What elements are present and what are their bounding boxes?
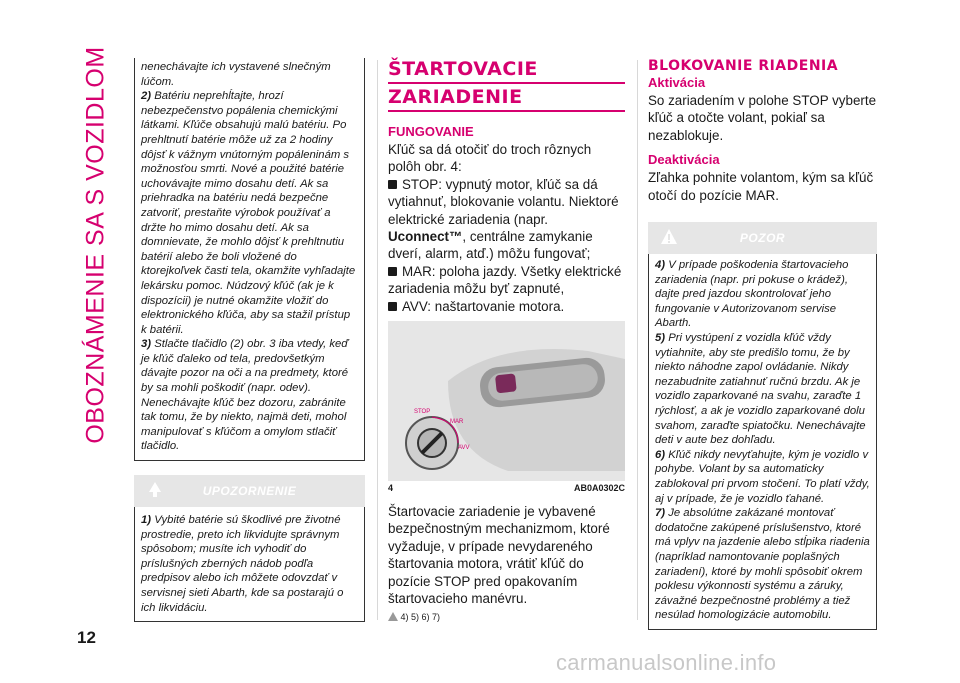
fig-label-stop: STOP: [414, 409, 431, 416]
paragraph-deaktivacia: Zľahka pohnite volantom, kým sa kľúč otočí do pozície MAR.: [648, 170, 874, 203]
pozor-label: POZOR: [739, 231, 786, 246]
pozor-box: [648, 254, 877, 630]
warning-references: 4) 5) 6) 7): [388, 612, 625, 622]
warning-item-3: 3) Stlačte tlačidlo (2) obr. 3 iba vtedy, keď je kľúč ďaleko od tela, predovšetkým dávajte pozor na oči a na predmety, ktoré by sa mohli poškodiť (napr. odev). Nenechávajte kľúč bez dozoru, zabránite tak tomu, že by niekto, najmä deti, mohol manipulovať s kľúčom a omylom stlačiť tlačidlo.: [141, 338, 349, 453]
fig-label-avv: AVV: [458, 445, 470, 452]
ignition-illustration: [388, 321, 625, 481]
paragraph-safety: Štartovacie zariadenie je vybavené bezpečnostným mechanizmom, ktoré vyžaduje, v prípade nevydareného štartovania motora, vrátiť kľúč do pozície STOP pred opakovaním štartovacieho manévru.: [388, 504, 610, 607]
warning-item-2: 2) Batériu neprehĺtajte, hrozí nebezpečenstvo popálenia chemickými látkami. Kľúče obsahujú malú batériu. Po prehltnutí batérie môže už za 2 hodiny dôjsť k vážnym vnútorným popáleninám s možnosťou smrti. Nové a použité batérie uchovávajte mimo dosahu detí. Ak sa priehradka na batériu nedá bezpečne zatvoriť, prestaňte výrobok používať a držte ho mimo dosahu detí. Ak sa domnievate, že mohlo dôjsť k prehltnutiu batérií alebo že boli vložené do ktorejkoľvek časti tela, okamžite vyhľadajte lekársku pomoc. Núdzový kľúč (ak je k dispozícii) je nutné okamžite vložiť do elektronického kľúča, aby sa stažil prístup k batérii.: [141, 90, 356, 336]
fig-label-mar: MAR: [450, 419, 464, 426]
column-divider: [377, 60, 378, 620]
warning-box-continued: [134, 58, 365, 461]
caution-item-5: 5) Pri vystúpení z vozidla kľúč vždy vytiahnite, aby ste predišlo tomu, že by niekto náhodne zapol ovládanie. Nikdy nezabudnite zatiahnuť ručnú brzdu. Ak je vozidlo zaparkované na svahu, zaraďte 1 rýchlosť, a ak je vozidlo zaparkované dolu svahom, zaraďte spiatočku. Nenechávajte deti v aute bez dohľadu.: [655, 332, 866, 447]
figure-number: 4: [388, 483, 394, 494]
watermark: carmanualsonline.info: [556, 650, 777, 675]
bullet-mar: MAR: poloha jazdy. Všetky elektrické zariadenia môžu byť zapnuté,: [388, 263, 622, 297]
page-number: 12: [77, 628, 96, 647]
upozornenie-header: [134, 475, 365, 507]
figure-code: AB0A0302C: [573, 483, 625, 494]
bullet-avv: AVV: naštartovanie motora.: [388, 298, 625, 315]
caution-item-7: 7) Je absolútne zakázané montovať dodatočne zakúpené príslušenstvo, ktoré má vplyv na jazdenie alebo stĺpika riadenia (napríklad namontovanie poplašných zariadení), ktoré by mohli spôsobiť okrem poklesu výkonnosti systému a záruky, závažné bezpečnostné problémy a tiež nesúlad homologizácie automobilu.: [655, 507, 870, 622]
figure-caption: [388, 483, 625, 493]
note-item-1: 1) Vybité batérie sú škodlivé pre životné prostredie, preto ich likvidujte správnym spôsobom; musíte ich vyhodiť do príslušných zberných nádob podľa predpisov alebo ich môžete odovzdať v servisnej sieti Abarth, kde sa postarajú o ich likvidáciu.: [141, 514, 344, 614]
pozor-header: [648, 222, 877, 254]
paragraph-aktivacia: So zariadením v polohe STOP vyberte kľúč a otočte volant, pokiaľ sa nezablokuje.: [648, 93, 877, 143]
warning-triangle-icon: [388, 612, 398, 621]
ignition-key-figure: [388, 321, 625, 481]
caution-item-6: 6) Kľúč nikdy nevyťahujte, kým je vozidlo v pohybe. Volant by sa automaticky zablokoval pri prvom stočení. To platí vždy, aj v prípade, že je vozidlo ťahané.: [655, 448, 870, 505]
column-right: [648, 58, 877, 630]
column-middle: [388, 58, 625, 622]
section-title-blokovanie: BLOKOVANIE RIADENIA: [648, 58, 839, 74]
bullet-icon: [388, 267, 397, 276]
bullet-stop: STOP: vypnutý motor, kľúč sa dá vytiahnuť, blokovanie volantu. Niektoré elektrické zariadenia (napr. Uconnect™, centrálne zamykanie dverí, alarm, atď.) môžu fungovať;: [388, 176, 619, 262]
subsection-fungovanie: FUNGOVANIE: [388, 124, 474, 139]
paragraph-intro: Kľúč sa dá otočiť do troch rôznych polôh obr. 4:: [388, 142, 592, 175]
section-title-startovacie: ŠTARTOVACIE ZARIADENIE: [388, 58, 625, 112]
warning-text: nenechávajte ich vystavené slnečným lúčom.: [141, 61, 331, 88]
upozornenie-box: [134, 507, 365, 622]
bullet-icon: [388, 180, 397, 189]
bullet-icon: [388, 302, 397, 311]
caution-item-4: 4) V prípade poškodenia štartovacieho zariadenia (napr. pri pokuse o krádež), dajte pred jazdou skontrolovať jeho fungovanie v Autorizovanom servise Abarth.: [655, 259, 849, 330]
chapter-side-title: OBOZNÁMENIE SA S VOZIDLOM: [81, 46, 110, 444]
subsection-deaktivacia: Deaktivácia: [648, 152, 720, 168]
column-divider: [637, 60, 638, 620]
column-left: [134, 58, 365, 622]
upozornenie-label: UPOZORNENIE: [202, 484, 297, 499]
subsection-aktivacia: Aktivácia: [648, 75, 706, 90]
